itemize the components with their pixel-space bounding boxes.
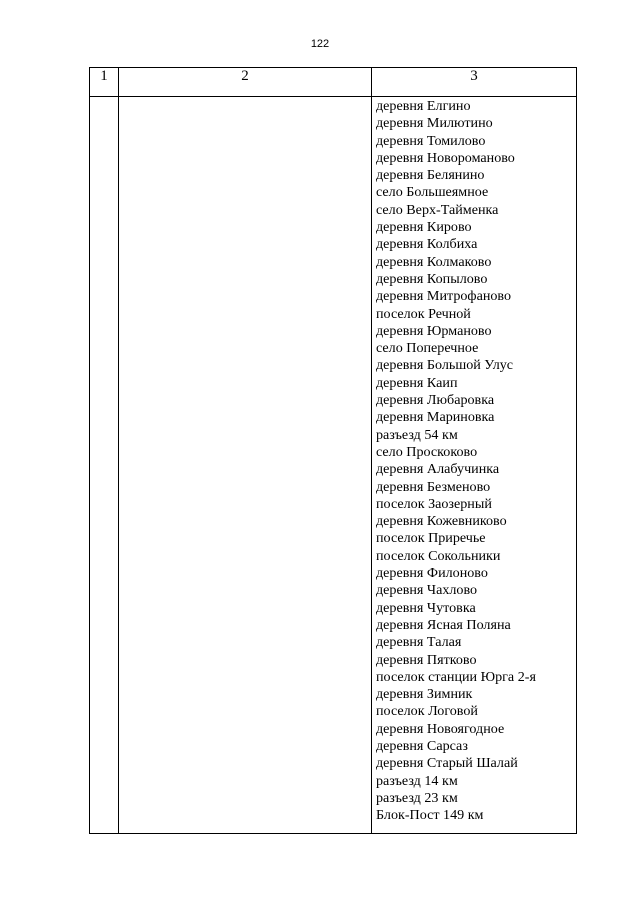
cell-col-2	[119, 97, 372, 834]
list-item: деревня Алабучинка	[376, 461, 500, 478]
list-item: деревня Кирово	[376, 219, 472, 236]
list-item: деревня Чутовка	[376, 599, 476, 616]
list-item: деревня Чахлово	[376, 582, 478, 599]
list-item: разъезд 23 км	[376, 789, 458, 806]
list-item: деревня Ясная Поляна	[376, 616, 511, 633]
header-col-1: 1	[90, 68, 119, 97]
list-item: село Верх-Тайменка	[376, 201, 499, 218]
list-item: деревня Кожевниково	[376, 513, 507, 530]
list-item: деревня Копылово	[376, 270, 488, 287]
list-item: поселок Сокольники	[376, 547, 501, 564]
list-item: село Большеямное	[376, 184, 489, 201]
list-item: разъезд 54 км	[376, 426, 458, 443]
list-item: поселок Заозерный	[376, 495, 492, 512]
list-item: деревня Талая	[376, 634, 462, 651]
list-item: поселок Приречье	[376, 530, 486, 547]
list-item: деревня Зимник	[376, 686, 473, 703]
list-item: деревня Томилово	[376, 132, 486, 149]
list-item: деревня Старый Шалай	[376, 755, 518, 772]
page-number: 122	[310, 38, 330, 50]
list-item: деревня Митрофаново	[376, 288, 512, 305]
list-item: деревня Юрманово	[376, 322, 492, 339]
table-header-row	[90, 68, 577, 97]
list-item: деревня Мариновка	[376, 409, 495, 426]
header-col-2: 2	[119, 68, 372, 97]
list-item: деревня Елгино	[376, 98, 471, 114]
list-item: деревня Безменово	[376, 478, 491, 495]
list-item: деревня Пятково	[376, 651, 477, 668]
list-item: деревня Филоново	[376, 565, 488, 582]
header-col-3: 3	[372, 68, 577, 97]
cell-col-1	[90, 97, 119, 834]
cell-col-3	[372, 97, 577, 834]
settlements-table	[89, 67, 577, 834]
list-item: деревня Большой Улус	[376, 357, 514, 374]
list-item: деревня Новоягодное	[376, 720, 505, 737]
list-item: деревня Милютино	[376, 115, 493, 132]
list-item: деревня Любаровка	[376, 392, 495, 409]
list-item: село Проскоково	[376, 443, 478, 460]
list-item: деревня Белянино	[376, 167, 485, 184]
list-item: поселок Речной	[376, 305, 471, 322]
list-item: поселок станции Юрга 2-я	[376, 668, 536, 685]
list-item: деревня Колбиха	[376, 236, 478, 253]
list-item: разъезд 14 км	[376, 772, 458, 789]
table-row	[90, 97, 577, 834]
list-item: деревня Каип	[376, 374, 458, 391]
list-item: село Поперечное	[376, 340, 479, 357]
list-item: поселок Логовой	[376, 703, 478, 720]
list-item: деревня Колмаково	[376, 253, 492, 270]
list-item: Блок-Пост 149 км	[376, 807, 484, 824]
places-list	[376, 98, 576, 824]
list-item: деревня Новороманово	[376, 149, 515, 166]
list-item: деревня Сарсаз	[376, 737, 468, 754]
